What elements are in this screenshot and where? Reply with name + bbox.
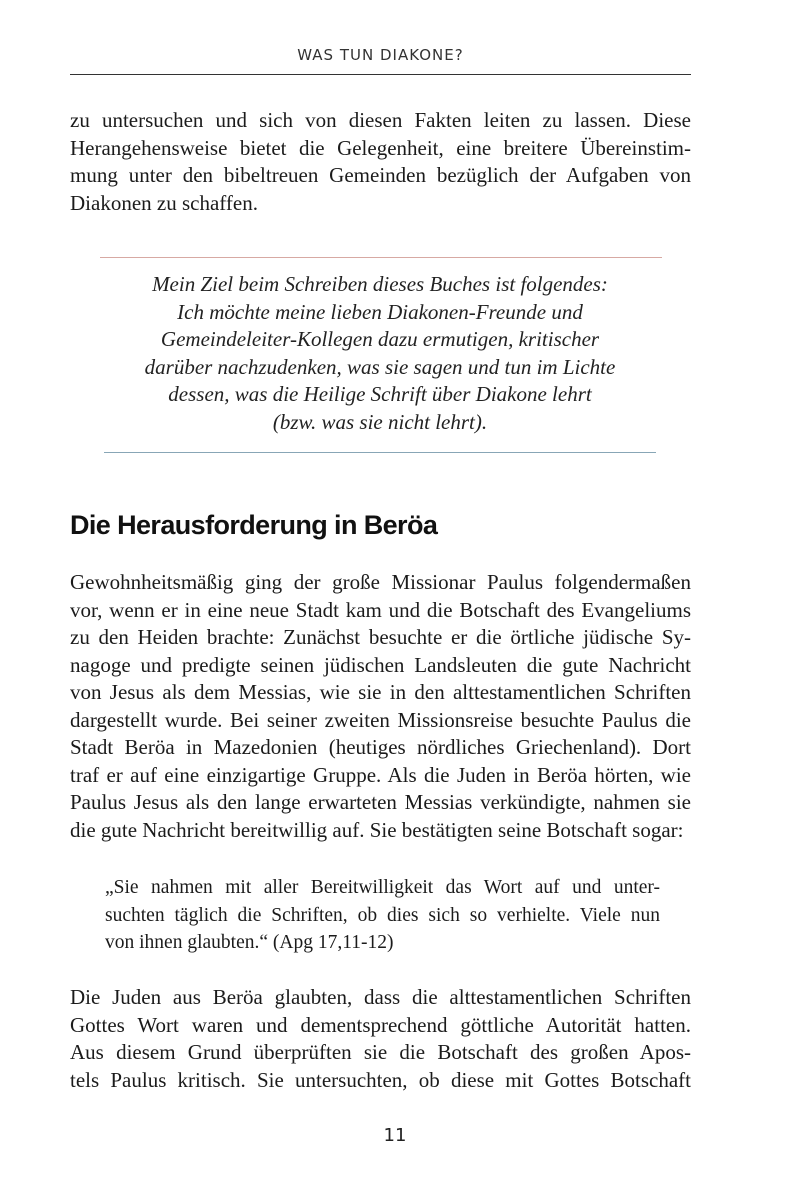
running-head: WAS TUN DIAKONE?	[297, 46, 464, 64]
pull-quote-line: darüber nachzudenken, was sie sagen und tun im Lichte	[144, 354, 616, 379]
scripture-quote	[105, 874, 660, 957]
text-line: mung unter den bibeltreuen Gemeinden bezüglich der Aufgaben von	[70, 163, 691, 187]
text-line: tels Paulus kritisch. Sie untersuchten, ob diese mit Gottes Botschaft	[70, 1067, 691, 1092]
text-line: die gute Nachricht bereitwillig auf. Sie bestätigten seine Botschaft sogar:	[70, 817, 684, 842]
text-line: zu den Heiden brachte: Zunächst besuchte er die örtliche jüdische Sy-	[70, 625, 691, 649]
text-line: Gottes Wort waren und dementsprechend göttliche Autorität hatten.	[70, 1012, 691, 1037]
text-line: Aus diesem Grund überprüften sie die Botschaft des großen Apos-	[70, 1040, 691, 1064]
text-line: Stadt Beröa in Mazedonien (heutiges nördliches Griechenland). Dort	[70, 735, 691, 759]
pull-quote-line: Ich möchte meine lieben Diakonen-Freunde und	[177, 299, 583, 324]
text-line: dargestellt wurde. Bei seiner zweiten Missionsreise besuchte Paulus die	[70, 707, 691, 732]
text-line: vor, wenn er in eine neue Stadt kam und die Botschaft des Evangeliums	[70, 597, 691, 622]
pull-quote-line: Mein Ziel beim Schreiben dieses Buches ist folgendes:	[152, 272, 608, 296]
section-paragraph-1	[70, 569, 691, 844]
quote-line: von ihnen glaubten.“ (Apg 17,11-12)	[105, 932, 394, 953]
text-line: Diakonen zu schaffen.	[70, 190, 258, 215]
pull-quote-line: (bzw. was sie nicht lehrt).	[272, 409, 488, 434]
quote-line: „Sie nahmen mit aller Bereitwilligkeit das Wort auf und unter-	[105, 877, 660, 898]
pull-quote-line: Gemeindeleiter-Kollegen dazu ermutigen, kritischer	[160, 327, 600, 351]
pull-quote-line: dessen, was die Heilige Schrift über Diakone lehrt	[168, 382, 592, 406]
section-paragraph-2	[70, 984, 691, 1094]
text-line: zu untersuchen und sich von diesen Fakten leiten zu lassen. Diese	[70, 108, 691, 132]
text-line: Herangehensweise bietet die Gelegenheit, eine breitere Übereinstim-	[70, 135, 691, 160]
intro-paragraph	[70, 107, 691, 217]
text-line: nagoge und predigte seinen jüdischen Landsleuten die gute Nachricht	[70, 652, 691, 677]
text-line: Paulus Jesus als den lange erwarteten Messias verkündigte, nahmen sie	[70, 790, 691, 814]
text-line: von Jesus als dem Messias, wie sie in den alttestamentlichen Schriften	[70, 680, 691, 704]
text-line: Gewohnheitsmäßig ging der große Missionar Paulus folgendermaßen	[70, 570, 691, 594]
pull-quote-top-rule	[100, 257, 662, 258]
page-number: 11	[383, 1125, 407, 1146]
section-heading: Die Herausforderung in Beröa	[70, 510, 438, 540]
quote-line: suchten täglich die Schriften, ob dies sich so verhielte. Viele nun	[105, 904, 660, 926]
text-line: traf er auf eine einzigartige Gruppe. Als die Juden in Beröa hörten, wie	[70, 762, 691, 787]
pull-quote-bottom-rule	[104, 452, 656, 453]
pull-quote	[90, 271, 670, 436]
header-divider	[70, 74, 691, 75]
text-line: Die Juden aus Beröa glaubten, dass die alttestamentlichen Schriften	[70, 985, 691, 1009]
